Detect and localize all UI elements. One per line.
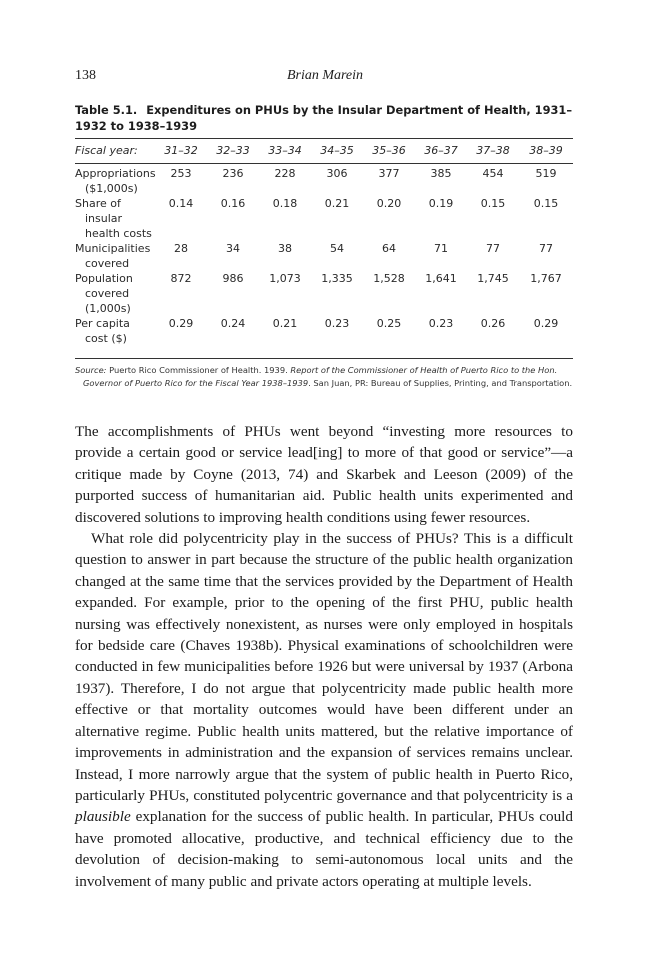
column-header: 36–37 xyxy=(424,144,458,157)
table-row xyxy=(75,196,573,241)
expenditures-table xyxy=(75,141,573,346)
table-caption xyxy=(75,103,580,134)
source-report-title: Report of the Commissioner of Health of Puerto Rico to the Hon. Governor of Puerto Rico for the Fiscal Year 1938–1939 xyxy=(83,365,558,388)
table-cell: 0.26 xyxy=(480,317,506,330)
table-cell: 0.20 xyxy=(376,197,402,210)
table-cell: 77 xyxy=(539,242,553,255)
table-cell: 0.15 xyxy=(480,197,506,210)
source-citation: Puerto Rico Commissioner of Health. 1939. xyxy=(109,365,288,375)
table-cell: 0.18 xyxy=(272,197,298,210)
column-header: 38–39 xyxy=(529,144,563,157)
page-number: 138 xyxy=(75,68,96,83)
table-cell: 306 xyxy=(326,167,348,180)
table-cell: 1,528 xyxy=(373,272,405,285)
paragraph-text: explanation for the success of public health. In particular, PHUs could have promoted allocative, productive, and technical efficiency due to the devolution of decision-making to semi-autonomous local units and the involvement of many public and private actors operating at multiple levels. xyxy=(75,808,573,890)
table-row xyxy=(75,241,573,271)
table-title: Expenditures on PHUs by the Insular Department of Health, 1931–1932 to 1938–1939 xyxy=(75,103,573,133)
table-bottom-rule xyxy=(75,358,573,359)
table-cell: 1,073 xyxy=(269,272,301,285)
source-label: Source: xyxy=(75,365,107,375)
row-label: Appropriations ($1,000s) xyxy=(75,167,156,195)
table-row xyxy=(75,271,573,316)
table-cell: 1,641 xyxy=(425,272,457,285)
table-cell: 0.25 xyxy=(376,317,402,330)
table-header-row xyxy=(75,141,573,163)
paragraph xyxy=(75,528,573,892)
table-cell: 228 xyxy=(274,167,296,180)
source-publisher: . San Juan, PR: Bureau of Supplies, Printing, and Transportation. xyxy=(308,377,573,388)
table-cell: 519 xyxy=(535,167,557,180)
table-cell: 0.29 xyxy=(168,317,194,330)
table-number: Table 5.1. xyxy=(75,103,138,117)
table-cell: 54 xyxy=(330,242,344,255)
table-cell: 34 xyxy=(226,242,240,255)
paragraph: The accomplishments of PHUs went beyond “investing more resources to provide a certain good or service lead[ing] to more of that good or service”—a critique made by Coyne (2013, 74) and Skarbek and Leeson (2009) of the purported success of humanitarian aid. Public health units experimented and discovered solutions to improving health conditions using fewer resources. xyxy=(75,423,573,526)
row-label: Municipalities covered xyxy=(75,242,151,270)
table-cell: 0.15 xyxy=(533,197,559,210)
row-label: Population covered (1,000s) xyxy=(75,272,133,315)
column-header: 32–33 xyxy=(216,144,250,157)
table-cell: 253 xyxy=(170,167,192,180)
column-header: 35–36 xyxy=(372,144,406,157)
table-cell: 0.19 xyxy=(428,197,454,210)
table-cell: 0.14 xyxy=(168,197,194,210)
table-cell: 377 xyxy=(378,167,400,180)
column-header: 33–34 xyxy=(268,144,302,157)
table-cell: 0.21 xyxy=(324,197,350,210)
table-cell: 71 xyxy=(434,242,448,255)
table-cell: 64 xyxy=(382,242,396,255)
body-text xyxy=(75,421,573,892)
column-header: 31–32 xyxy=(164,144,198,157)
emphasis-text: plausible xyxy=(75,808,131,826)
table-cell: 0.16 xyxy=(220,197,246,210)
running-head: Brian Marein xyxy=(286,68,364,83)
table-cell: 1,745 xyxy=(477,272,509,285)
table-source-note xyxy=(75,364,575,389)
column-header: 37–38 xyxy=(476,144,510,157)
table-cell: 38 xyxy=(278,242,292,255)
table-cell: 1,767 xyxy=(530,272,562,285)
table-cell: 0.29 xyxy=(533,317,559,330)
table-cell: 872 xyxy=(170,272,192,285)
table-cell: 986 xyxy=(222,272,244,285)
paragraph-text: What role did polycentricity play in the success of PHUs? This is a difficult question to answer in part because the structure of the public health organization changed at the same time that the services provided by the Department of Health expanded. For example, prior to the opening of the first PHU, public health nursing was effectively nonexistent, as nurses were only employed in hospitals for bedside care (Chaves 1938b). Physical examinations of schoolchildren were conducted in few municipalities before 1926 but were universal by 1937 (Arbona 1937). Therefore, I do not argue that polycentricity made public health more effective or that mortality outcomes would have been different under an alternative regime. Public health units mattered, but the relative importance of improvements in administration and the expansion of services remains unclear. Instead, I more narrowly argue that the system of public health in Puerto Rico, particularly PHUs, constituted polycentric governance and that polycentricity is a xyxy=(75,530,573,804)
table-cell: 385 xyxy=(430,167,452,180)
table-cell: 0.23 xyxy=(324,317,350,330)
table-top-rule xyxy=(75,138,573,139)
table-cell: 236 xyxy=(222,167,244,180)
table-cell: 28 xyxy=(174,242,188,255)
table-cell: 0.21 xyxy=(272,317,298,330)
table-cell: 1,335 xyxy=(321,272,353,285)
table-cell: 454 xyxy=(482,167,504,180)
table-cell: 0.23 xyxy=(428,317,454,330)
row-label: Per capita cost ($) xyxy=(75,317,130,345)
table-cell: 77 xyxy=(486,242,500,255)
column-header: 34–35 xyxy=(320,144,354,157)
table-cell: 0.24 xyxy=(220,317,246,330)
table-row xyxy=(75,163,573,196)
row-label: Share of insular health costs xyxy=(75,197,152,240)
stub-header: Fiscal year: xyxy=(75,144,138,157)
table-row xyxy=(75,316,573,346)
